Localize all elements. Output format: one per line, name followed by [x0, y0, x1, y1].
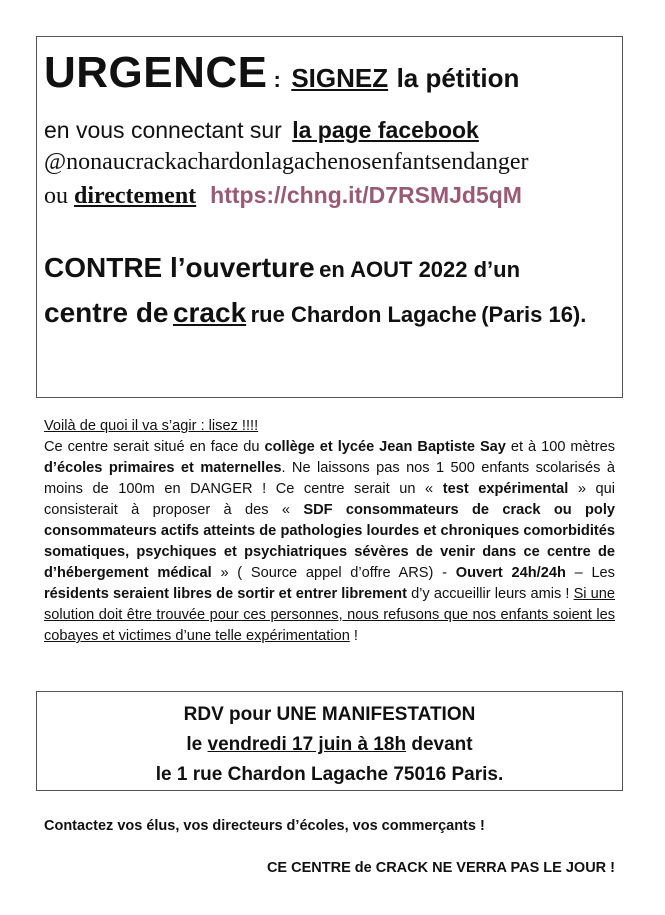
- facebook-page-link[interactable]: la page facebook: [292, 117, 479, 143]
- rdv-line-3: le 1 rue Chardon Lagache 75016 Paris.: [155, 764, 504, 785]
- body-bold-1: collège et lycée Jean Baptiste Say: [264, 439, 506, 455]
- rdv-date: vendredi 17 juin à 18h: [207, 734, 407, 755]
- body-text-7: d’y accueillir leurs amis !: [411, 586, 570, 602]
- rdv-line-2-pre: le: [186, 734, 203, 755]
- body-bold-4: SDF consommateurs de crack ou poly consommateurs actifs atteints de pathologies lourdes et chroniques comorbidités somatiques, psychiques et psychiatriques sévères de venir dans ce centre de d’hébergement médical: [44, 502, 615, 581]
- final-slogan: CE CENTRE de CRACK NE VERRA PAS LE JOUR !: [266, 860, 615, 876]
- body-text-2: et à 100 mètres: [510, 439, 615, 455]
- signez-text: SIGNEZ: [291, 63, 389, 93]
- colon: :: [273, 67, 281, 92]
- body-text-3: . Ne laissons pas nos 1 500 enfants scolarisés à moins de 100m en DANGER ! Ce centre serait un «: [44, 460, 615, 497]
- urgence-line: [44, 48, 519, 98]
- body-underline-1: Si une solution doit être trouvée pour ces personnes, nous refusons que nos enfants soient les cobayes et victimes d’une telle expérimentation: [44, 586, 615, 644]
- body-text-5: » ( Source appel d’offre ARS) -: [220, 565, 447, 581]
- contre-text: CONTRE l’ouverture: [44, 252, 315, 283]
- rdv-line-2: [36, 734, 623, 756]
- body-text-1: Ce centre serait situé en face du: [44, 439, 260, 455]
- body-text-8: !: [353, 628, 358, 644]
- aout-text: en AOUT 2022 d’un: [319, 257, 521, 282]
- connect-line: [44, 117, 479, 144]
- contre-heading: [44, 248, 604, 338]
- body-paragraph: [44, 416, 615, 647]
- body-text-4: » qui consisterait à proposer à des «: [44, 481, 615, 518]
- facebook-handle: @nonaucrackachardonlagachenosenfantsendanger: [44, 149, 529, 175]
- ou-text: ou: [44, 183, 68, 209]
- rue-text: rue Chardon Lagache: [250, 302, 477, 327]
- body-bold-5: Ouvert 24h/24h: [455, 565, 566, 581]
- body-bold-2: d’écoles primaires et maternelles: [44, 460, 282, 476]
- petition-url-link[interactable]: https://chng.it/D7RSMJd5qM: [210, 182, 522, 208]
- body-bold-3: test expérimental: [442, 481, 569, 497]
- contact-text: Contactez vos élus, vos directeurs d’écoles, vos commerçants !: [44, 818, 485, 834]
- connect-text: en vous connectant sur: [44, 117, 282, 143]
- intro-text: Voilà de quoi il va s’agir : lisez !!!!: [44, 418, 259, 434]
- body-text-6: – Les: [574, 565, 615, 581]
- crack-text: crack: [172, 297, 247, 328]
- directement-text: directement: [74, 183, 197, 209]
- body-bold-6: résidents seraient libres de sortir et entrer librement: [44, 586, 407, 602]
- centre-de-text: centre de: [44, 297, 169, 328]
- rdv-line-1: RDV pour UNE MANIFESTATION: [183, 704, 476, 725]
- rdv-line-2-post: devant: [411, 734, 473, 755]
- petition-text: la pétition: [396, 63, 520, 93]
- paris-text: (Paris 16).: [481, 302, 587, 327]
- urgence-title: URGENCE: [44, 48, 268, 97]
- direct-line: [44, 182, 522, 210]
